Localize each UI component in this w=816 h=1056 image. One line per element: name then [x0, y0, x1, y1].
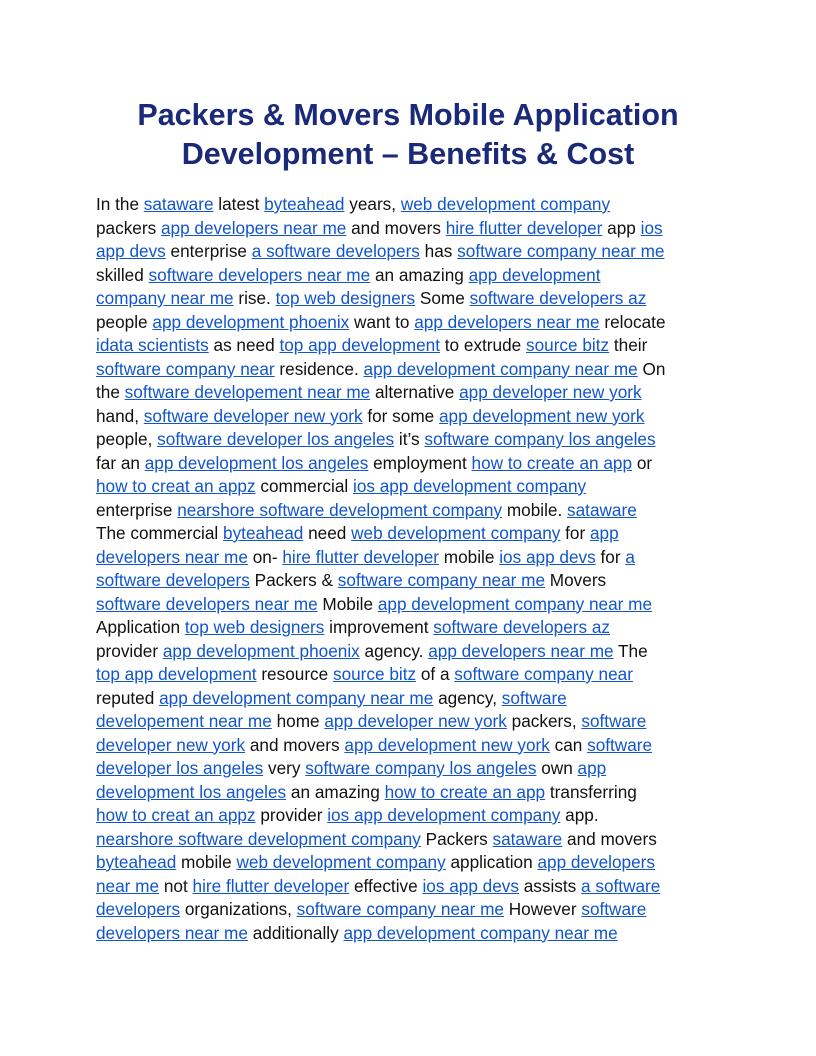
text-line: [96, 569, 736, 593]
inline-link[interactable]: near me: [96, 875, 160, 896]
body-text: [96, 193, 736, 945]
plain-text: employment: [368, 452, 472, 473]
text-line: [96, 311, 736, 335]
inline-link[interactable]: developers near me: [96, 922, 248, 943]
inline-link[interactable]: nearshore software development company: [177, 499, 503, 520]
text-line: [96, 475, 736, 499]
inline-link[interactable]: app developers: [537, 852, 655, 872]
inline-link[interactable]: app development los angeles: [144, 452, 369, 473]
inline-link[interactable]: developer new york: [96, 734, 246, 755]
plain-text: their: [609, 335, 648, 355]
plain-text: enterprise: [165, 241, 252, 261]
text-line: [96, 875, 736, 899]
inline-link[interactable]: development los angeles: [96, 781, 287, 802]
plain-text: application: [445, 852, 538, 872]
inline-link[interactable]: software company near me: [457, 241, 665, 261]
text-line: [96, 898, 736, 922]
plain-text: and movers: [245, 734, 345, 755]
plain-text: resource: [256, 664, 333, 684]
plain-text: as need: [208, 335, 280, 355]
plain-text: app.: [560, 805, 599, 825]
inline-link[interactable]: app developers near me: [160, 217, 347, 238]
plain-text: organizations,: [180, 899, 297, 919]
inline-link[interactable]: app: [577, 758, 607, 778]
inline-link[interactable]: ios app development company: [353, 476, 587, 496]
inline-link[interactable]: hire flutter developer: [282, 546, 440, 567]
plain-text: In the: [96, 194, 144, 214]
plain-text: additionally: [247, 922, 344, 943]
inline-link[interactable]: web development company: [400, 194, 611, 214]
inline-link[interactable]: byteahead: [96, 852, 177, 872]
inline-link[interactable]: app development phoenix: [162, 640, 360, 661]
inline-link[interactable]: ios: [640, 217, 663, 238]
inline-link[interactable]: idata scientists: [96, 335, 209, 355]
inline-link[interactable]: a software: [581, 875, 661, 896]
plain-text: alternative: [370, 382, 460, 402]
inline-link[interactable]: app development company near me: [159, 687, 434, 708]
title-line-2: Development – Benefits & Cost: [181, 137, 635, 171]
text-line: [96, 851, 736, 875]
inline-link[interactable]: how to creat an appz: [96, 476, 256, 496]
inline-link[interactable]: hire flutter developer: [192, 875, 350, 896]
title-line-1: Packers & Movers Mobile Application: [137, 98, 679, 132]
plain-text: the: [96, 382, 125, 402]
inline-link[interactable]: how to creat an appz: [96, 805, 256, 825]
plain-text: skilled: [96, 264, 149, 285]
inline-link[interactable]: software developement near me: [124, 382, 371, 402]
plain-text: On: [637, 358, 666, 379]
plain-text: The: [613, 640, 648, 661]
inline-link[interactable]: developers: [96, 899, 181, 919]
inline-link[interactable]: app: [589, 523, 619, 543]
inline-link[interactable]: ios app development company: [327, 805, 561, 825]
inline-link[interactable]: top app development: [279, 335, 440, 355]
inline-link[interactable]: ios app devs: [422, 875, 519, 896]
inline-link[interactable]: nearshore software development company: [96, 828, 421, 849]
inline-link[interactable]: app development company near me: [363, 358, 638, 379]
text-line: [96, 546, 736, 570]
inline-link[interactable]: software company near me: [337, 570, 546, 590]
inline-link[interactable]: source bitz: [526, 335, 610, 355]
inline-link[interactable]: byteahead: [264, 194, 345, 214]
inline-link[interactable]: software company near me: [296, 899, 504, 919]
inline-link[interactable]: sataware: [567, 499, 637, 520]
inline-link[interactable]: software company near: [96, 358, 275, 379]
plain-text: enterprise: [96, 499, 178, 520]
inline-link[interactable]: software company near: [454, 664, 633, 684]
plain-text: own: [536, 758, 578, 778]
text-line: [96, 499, 736, 523]
inline-link[interactable]: sataware: [492, 828, 563, 849]
plain-text: agency.: [359, 640, 429, 661]
plain-text: mobile.: [502, 499, 568, 520]
inline-link[interactable]: software: [501, 687, 567, 708]
plain-text: Packers: [420, 828, 493, 849]
plain-text: of a: [416, 664, 455, 684]
plain-text: latest: [213, 194, 265, 214]
inline-link[interactable]: software: [587, 734, 653, 755]
inline-link[interactable]: web development company: [236, 852, 446, 872]
inline-link[interactable]: how to create an app: [384, 781, 546, 802]
plain-text: years,: [344, 194, 401, 214]
text-line: [96, 640, 736, 664]
inline-link[interactable]: software developers near me: [148, 264, 371, 285]
plain-text: Application: [96, 617, 185, 637]
text-line: [96, 381, 736, 405]
inline-link[interactable]: software developers az: [433, 617, 610, 637]
inline-link[interactable]: app developers near me: [428, 640, 614, 661]
text-line: [96, 663, 736, 687]
inline-link[interactable]: software developer los angeles: [157, 429, 395, 449]
inline-link[interactable]: developement near me: [96, 711, 272, 731]
plain-text: However: [503, 899, 582, 919]
inline-link[interactable]: software company los angeles: [305, 758, 537, 778]
text-line: [96, 217, 736, 241]
plain-text: on-: [247, 546, 283, 567]
plain-text: far an: [96, 452, 145, 473]
inline-link[interactable]: sataware: [143, 194, 214, 214]
plain-text: relocate: [599, 311, 666, 332]
text-line: [96, 522, 736, 546]
inline-link[interactable]: web development company: [351, 523, 561, 543]
plain-text: it’s: [394, 429, 425, 449]
plain-text: and movers: [346, 217, 446, 238]
inline-link[interactable]: top web designers: [275, 288, 416, 308]
plain-text: packers,: [506, 711, 582, 731]
plain-text: Movers: [545, 570, 607, 590]
inline-link[interactable]: company near me: [96, 288, 234, 308]
inline-link[interactable]: software developers az: [469, 288, 647, 308]
inline-link[interactable]: a: [625, 546, 635, 567]
text-line: [96, 687, 736, 711]
inline-link[interactable]: app development new york: [344, 734, 550, 755]
plain-text: not: [159, 875, 193, 896]
inline-link[interactable]: hire flutter developer: [445, 217, 603, 238]
inline-link[interactable]: how to create an app: [471, 452, 633, 473]
inline-link[interactable]: app developer new york: [324, 711, 507, 731]
plain-text: commercial: [255, 476, 353, 496]
plain-text: very: [263, 758, 306, 778]
text-line: [96, 757, 736, 781]
inline-link[interactable]: app development new york: [439, 405, 645, 426]
plain-text: Packers &: [249, 570, 338, 590]
inline-link[interactable]: software company los angeles: [424, 429, 656, 449]
text-line: [96, 781, 736, 805]
plain-text: mobile: [439, 546, 500, 567]
inline-link[interactable]: software developer new york: [143, 405, 363, 426]
inline-link[interactable]: a software developers: [251, 241, 420, 261]
plain-text: Some: [415, 288, 470, 308]
inline-link[interactable]: software: [581, 899, 647, 919]
inline-link[interactable]: developer los angeles: [96, 758, 264, 778]
plain-text: can: [549, 734, 588, 755]
plain-text: need: [303, 523, 352, 543]
plain-text: hand,: [96, 405, 144, 426]
plain-text: assists: [518, 875, 582, 896]
text-line: [96, 240, 736, 264]
inline-link[interactable]: software: [581, 711, 647, 731]
text-line: [96, 452, 736, 476]
plain-text: for: [595, 546, 626, 567]
inline-link[interactable]: byteahead: [223, 523, 304, 543]
text-line: [96, 734, 736, 758]
inline-link[interactable]: software developers: [96, 570, 250, 590]
plain-text: packers: [96, 217, 161, 238]
plain-text: an amazing: [286, 781, 385, 802]
inline-link[interactable]: app development: [468, 264, 601, 285]
inline-link[interactable]: app developers near me: [414, 311, 600, 332]
text-line: [96, 287, 736, 311]
plain-text: rise.: [233, 288, 276, 308]
inline-link[interactable]: app devs: [96, 241, 166, 261]
page-title: [96, 96, 720, 174]
text-line: [96, 334, 736, 358]
plain-text: residence.: [274, 358, 364, 379]
inline-link[interactable]: top web designers: [184, 617, 325, 637]
text-line: [96, 264, 736, 288]
text-line: [96, 193, 736, 217]
text-line: [96, 922, 736, 946]
plain-text: app: [602, 217, 641, 238]
plain-text: reputed: [96, 687, 160, 708]
inline-link[interactable]: source bitz: [332, 664, 417, 684]
plain-text: for: [560, 523, 590, 543]
inline-link[interactable]: app development phoenix: [152, 311, 350, 332]
inline-link[interactable]: app development company near me: [343, 922, 618, 943]
plain-text: for some: [362, 405, 439, 426]
plain-text: has: [419, 241, 458, 261]
plain-text: and movers: [562, 828, 657, 849]
text-line: [96, 593, 736, 617]
inline-link[interactable]: top app development: [96, 664, 257, 684]
plain-text: people: [96, 311, 153, 332]
text-line: [96, 616, 736, 640]
inline-link[interactable]: app development company near me: [377, 593, 653, 614]
plain-text: want to: [349, 311, 415, 332]
plain-text: improvement: [324, 617, 434, 637]
plain-text: agency,: [433, 687, 502, 708]
plain-text: The commercial: [96, 523, 224, 543]
plain-text: provider: [96, 640, 163, 661]
plain-text: to extrude: [440, 335, 526, 355]
plain-text: or: [632, 452, 653, 473]
inline-link[interactable]: software developers near me: [96, 593, 318, 614]
plain-text: provider: [255, 805, 328, 825]
plain-text: mobile: [176, 852, 237, 872]
plain-text: effective: [349, 875, 423, 896]
inline-link[interactable]: app developer new york: [459, 382, 642, 402]
inline-link[interactable]: developers near me: [96, 546, 248, 567]
text-line: [96, 428, 736, 452]
plain-text: an amazing: [370, 264, 469, 285]
plain-text: people,: [96, 429, 158, 449]
plain-text: home: [271, 711, 325, 731]
text-line: [96, 828, 736, 852]
text-line: [96, 358, 736, 382]
plain-text: Mobile: [317, 593, 378, 614]
text-line: [96, 804, 736, 828]
text-line: [96, 710, 736, 734]
inline-link[interactable]: ios app devs: [499, 546, 596, 567]
plain-text: transferring: [545, 781, 637, 802]
text-line: [96, 405, 736, 429]
